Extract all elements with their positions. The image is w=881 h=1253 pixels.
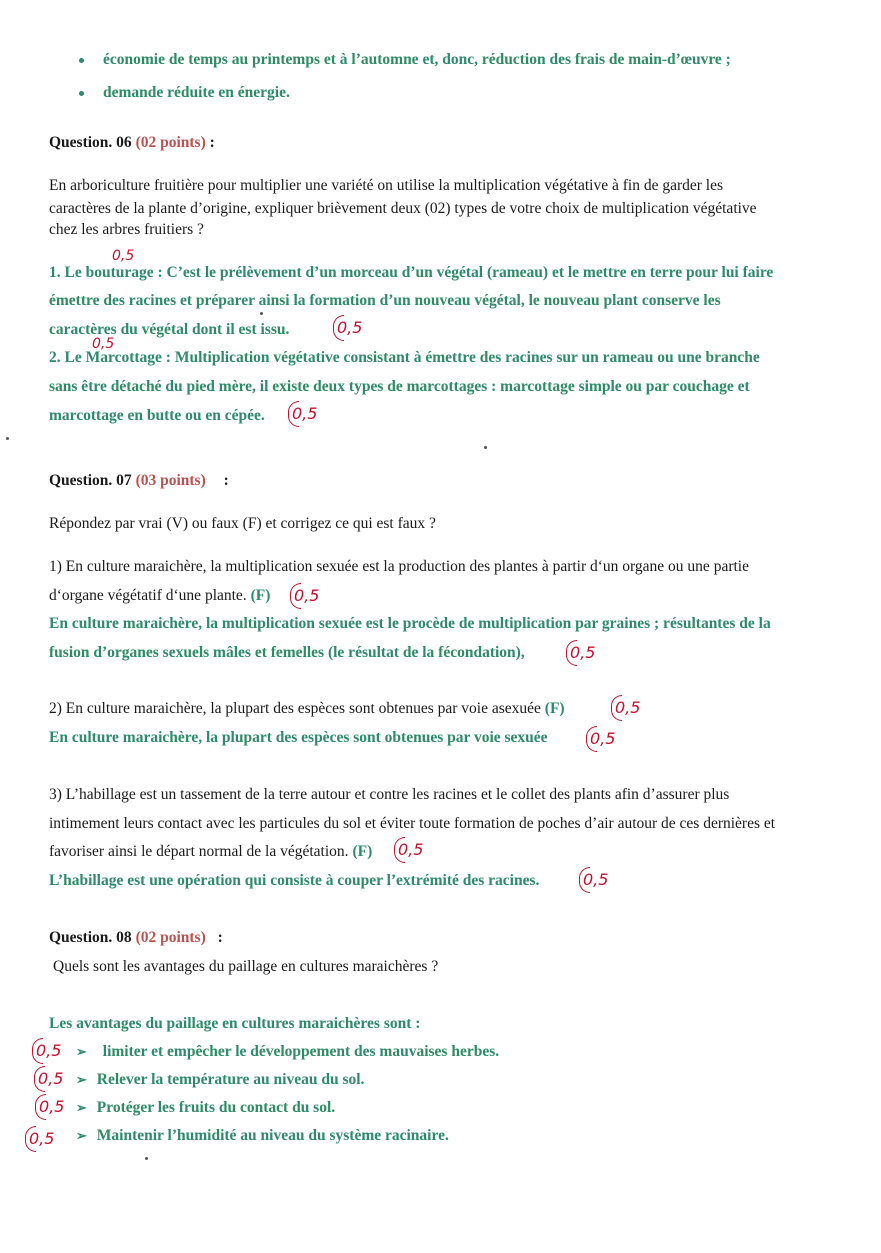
grade-mark: 0,5: [112, 248, 135, 264]
bullet-dot: [79, 58, 84, 63]
question-points: (03 points): [135, 472, 206, 489]
answer-line: marcottage en butte ou en cépée.: [49, 407, 265, 424]
scan-speck: [484, 446, 487, 449]
statement-line: intimement leurs contact avec les particules du sol et éviter toute formation de poches d’air autour de ces dernières et: [49, 815, 776, 832]
bullet-line: demande réduite en énergie.: [103, 84, 290, 101]
statement-text: d‘organe végétatif d‘une plante.: [49, 587, 247, 604]
grade-mark: 0,5: [39, 1097, 65, 1116]
scan-speck: [6, 437, 9, 440]
question-title: Question. 06: [49, 134, 132, 151]
question-colon: :: [209, 134, 215, 151]
advantage-item: [76, 1098, 335, 1118]
arrow-bullet-icon: ➢: [76, 1044, 87, 1059]
answer-line: sans être détaché du pied mère, il existe deux types de marcottages : marcottage simple ou par couchage et: [49, 378, 750, 395]
correction-line: fusion d’organes sexuels mâles et femelles (le résultat de la fécondation),: [49, 644, 525, 661]
grade-mark: 0,5: [583, 870, 609, 889]
correction-line: L’habillage est une opération qui consiste à couper l’extrémité des racines.: [49, 872, 540, 889]
question-colon: :: [217, 929, 223, 946]
correction-line: En culture maraichère, la plupart des espèces sont obtenues par voie sexuée: [49, 729, 548, 746]
answer-line: émettre des racines et préparer ainsi la formation d’un nouveau végétal, le nouveau plant conserve les: [49, 292, 721, 309]
advantage-text: Maintenir l’humidité au niveau du système racinaire.: [96, 1127, 449, 1144]
question-heading: [49, 133, 215, 153]
arrow-bullet-icon: ➢: [76, 1100, 87, 1115]
statement-line: [49, 842, 372, 862]
advantage-item: [76, 1126, 449, 1146]
question-heading: [49, 928, 223, 948]
question-prompt: Quels sont les avantages du paillage en cultures maraichères ?: [53, 958, 439, 975]
grade-mark: 0,5: [337, 318, 363, 337]
question-prompt: chez les arbres fruitiers ?: [49, 221, 204, 238]
grade-mark: 0,5: [590, 729, 616, 748]
advantage-text: Relever la température au niveau du sol.: [96, 1071, 365, 1088]
grade-mark: 0,5: [38, 1069, 64, 1088]
verdict: (F): [544, 700, 565, 717]
scan-speck: [260, 312, 263, 315]
advantage-item: [76, 1042, 499, 1062]
verdict: (F): [250, 587, 271, 604]
question-points: (02 points): [135, 929, 206, 946]
grade-mark: 0,5: [615, 698, 641, 717]
grade-mark: 0,5: [29, 1129, 55, 1148]
scan-speck: [145, 1157, 148, 1160]
grade-mark: 0,5: [36, 1041, 62, 1060]
bullet-dot: [79, 91, 84, 96]
bullet-line: économie de temps au printemps et à l’automne et, donc, réduction des frais de main-d’œuvre ;: [103, 51, 731, 68]
question-title: Question. 07: [49, 472, 132, 489]
answer-intro: Les avantages du paillage en cultures maraichères sont :: [49, 1015, 421, 1032]
statement-line: 1) En culture maraichère, la multiplication sexuée est la production des plantes à partir d‘un organe ou une partie: [49, 558, 749, 575]
arrow-bullet-icon: ➢: [76, 1128, 87, 1143]
question-prompt: Répondez par vrai (V) ou faux (F) et corrigez ce qui est faux ?: [49, 515, 436, 532]
verdict: (F): [352, 843, 373, 860]
question-title: Question. 08: [49, 929, 132, 946]
answer-line: 1. Le bouturage : C’est le prélèvement d’un morceau d’un végétal (rameau) et le mettre en terre pour lui faire: [49, 264, 774, 281]
arrow-bullet-icon: ➢: [76, 1072, 87, 1087]
grade-mark: 0,5: [292, 404, 318, 423]
statement-text: 2) En culture maraichère, la plupart des espèces sont obtenues par voie asexuée: [49, 700, 541, 717]
question-prompt: En arboriculture fruitière pour multiplier une variété on utilise la multiplication végétative à fin de garder les: [49, 177, 724, 194]
grade-mark: 0,5: [398, 840, 424, 859]
question-points: (02 points): [135, 134, 206, 151]
statement-line: [49, 699, 565, 719]
question-colon: :: [223, 472, 229, 489]
statement-text: favoriser ainsi le départ normal de la végétation.: [49, 843, 349, 860]
question-heading: [49, 471, 229, 491]
question-prompt: caractères de la plante d’origine, expliquer brièvement deux (02) types de votre choix de multiplication végétative: [49, 200, 757, 217]
grade-mark: 0,5: [570, 643, 596, 662]
grade-mark: 0,5: [92, 336, 115, 352]
grade-mark: 0,5: [294, 586, 320, 605]
answer-line: 2. Le Marcottage : Multiplication végétative consistant à émettre des racines sur un rameau ou une branche: [49, 349, 760, 366]
advantage-text: limiter et empêcher le développement des mauvaises herbes.: [102, 1043, 500, 1060]
statement-line: 3) L’habillage est un tassement de la terre autour et contre les racines et le collet des plants afin d’assurer plus: [49, 786, 730, 803]
answer-line: caractères du végétal dont il est issu.: [49, 321, 290, 338]
advantage-item: [76, 1070, 364, 1090]
correction-line: En culture maraichère, la multiplication sexuée est le procède de multiplication par graines ; résultantes de la: [49, 615, 771, 632]
advantage-text: Protéger les fruits du contact du sol.: [96, 1099, 336, 1116]
statement-line: [49, 586, 270, 606]
